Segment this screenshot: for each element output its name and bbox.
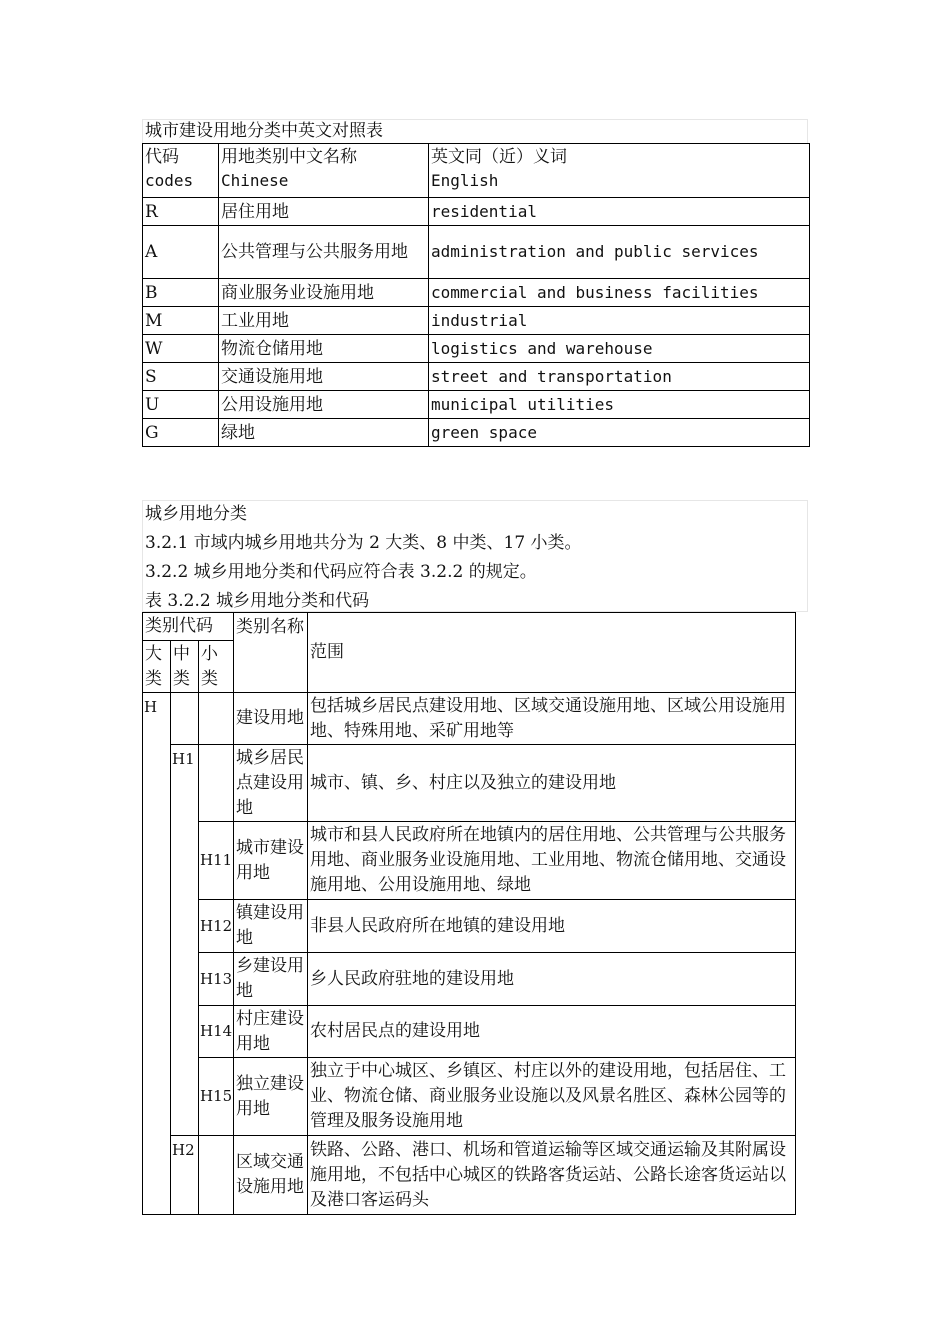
table-row [143,693,796,745]
header-name-en: Chinese [221,171,289,190]
land-use-classification-table [142,612,796,1215]
scope-cell: 城市和县人民政府所在地镇内的居住用地、公共管理与公共服务用地、商业服务业设施用地、工业用地、物流仓储用地、交通设施用地、公用设施用地、绿地 [308,822,796,900]
chinese-name-cell: 工业用地 [219,307,429,335]
table-row [143,1058,796,1136]
scope-cell: 独立于中心城区、乡镇区、村庄以外的建设用地，包括居住、工业、物流仓储、商业服务业设施以及风景名胜区、森林公园等的管理及服务设施用地 [308,1058,796,1136]
table1-header-row [143,144,810,198]
table2-caption: 表 3.2.2 城乡用地分类和代码 [145,591,370,611]
header-category-name: 类别名称 [234,613,308,693]
english-name-cell: administration and public services [429,226,810,279]
header-scope: 范围 [308,613,796,693]
scope-cell: 城市、镇、乡、村庄以及独立的建设用地 [308,745,796,822]
header-english-en: English [431,171,499,190]
header-code-group: 类别代码 [143,613,234,641]
header-major: 大类 [143,641,171,693]
scope-cell: 农村居民点的建设用地 [308,1006,796,1058]
table-row [143,900,796,953]
category-name-cell: 城市建设用地 [234,822,308,900]
english-name-cell: green space [429,419,810,447]
header-english-cell [429,144,810,198]
table-row [143,953,796,1006]
category-name-cell: 城乡居民点建设用地 [234,745,308,822]
paragraph-3-2-2: 3.2.2 城乡用地分类和代码应符合表 3.2.2 的规定。 [145,562,537,582]
english-name-cell: municipal utilities [429,391,810,419]
chinese-name-cell: 交通设施用地 [219,363,429,391]
table-row [143,363,810,391]
medium-code-cell: H1 [171,745,199,1136]
header-medium: 中类 [171,641,199,693]
minor-code-cell [199,745,234,822]
header-minor: 小类 [199,641,234,693]
table2-header-row-1 [143,613,796,641]
code-cell: R [143,198,219,226]
table1-caption: 城市建设用地分类中英文对照表 [142,119,808,143]
minor-code-cell: H15 [199,1058,234,1136]
code-cell: W [143,335,219,363]
table-row [143,419,810,447]
chinese-name-cell: 商业服务业设施用地 [219,279,429,307]
table-row [143,279,810,307]
header-english-cn: 英文同（近）义词 [431,147,567,167]
header-name-cn: 用地类别中文名称 [221,147,357,167]
chinese-name-cell: 物流仓储用地 [219,335,429,363]
category-name-cell: 区域交通设施用地 [234,1136,308,1215]
code-cell: B [143,279,219,307]
minor-code-cell [199,1136,234,1215]
section-title: 城乡用地分类 [145,504,247,524]
english-name-cell: residential [429,198,810,226]
scope-cell: 包括城乡居民点建设用地、区域交通设施用地、区域公用设施用地、特殊用地、采矿用地等 [308,693,796,745]
major-code-cell: H [143,693,171,1215]
table-row [143,391,810,419]
english-name-cell: commercial and business facilities [429,279,810,307]
minor-code-cell: H14 [199,1006,234,1058]
medium-code-cell [171,693,199,745]
chinese-name-cell: 居住用地 [219,198,429,226]
scope-cell: 铁路、公路、港口、机场和管道运输等区域交通运输及其附属设施用地，不包括中心城区的铁路客货运站、公路长途客货运站以及港口客运码头 [308,1136,796,1215]
minor-code-cell: H12 [199,900,234,953]
chinese-name-cell: 公共管理与公共服务用地 [219,226,429,279]
table-row [143,335,810,363]
category-name-cell: 镇建设用地 [234,900,308,953]
table-row [143,1006,796,1058]
english-name-cell: industrial [429,307,810,335]
medium-code-cell: H2 [171,1136,199,1215]
scope-cell: 乡人民政府驻地的建设用地 [308,953,796,1006]
chinese-name-cell: 公用设施用地 [219,391,429,419]
code-cell: A [143,226,219,279]
minor-code-cell: H11 [199,822,234,900]
code-cell: M [143,307,219,335]
header-code-en: codes [145,171,194,190]
table-row [143,198,810,226]
land-use-translation-table [142,143,810,447]
category-name-cell: 村庄建设用地 [234,1006,308,1058]
table-row [143,226,810,279]
chinese-name-cell: 绿地 [219,419,429,447]
paragraph-3-2-1: 3.2.1 市域内城乡用地共分为 2 大类、8 中类、17 小类。 [145,533,582,553]
category-name-cell: 乡建设用地 [234,953,308,1006]
table-row [143,1136,796,1215]
minor-code-cell: H13 [199,953,234,1006]
table-row [143,822,796,900]
category-name-cell: 建设用地 [234,693,308,745]
english-name-cell: logistics and warehouse [429,335,810,363]
table-row [143,745,796,822]
english-name-cell: street and transportation [429,363,810,391]
minor-code-cell [199,693,234,745]
code-cell: S [143,363,219,391]
scope-cell: 非县人民政府所在地镇的建设用地 [308,900,796,953]
header-code-cn: 代码 [145,147,179,167]
category-name-cell: 独立建设用地 [234,1058,308,1136]
section-text-block [142,500,808,612]
header-code-cell [143,144,219,198]
header-name-cell [219,144,429,198]
code-cell: U [143,391,219,419]
code-cell: G [143,419,219,447]
table-row [143,307,810,335]
